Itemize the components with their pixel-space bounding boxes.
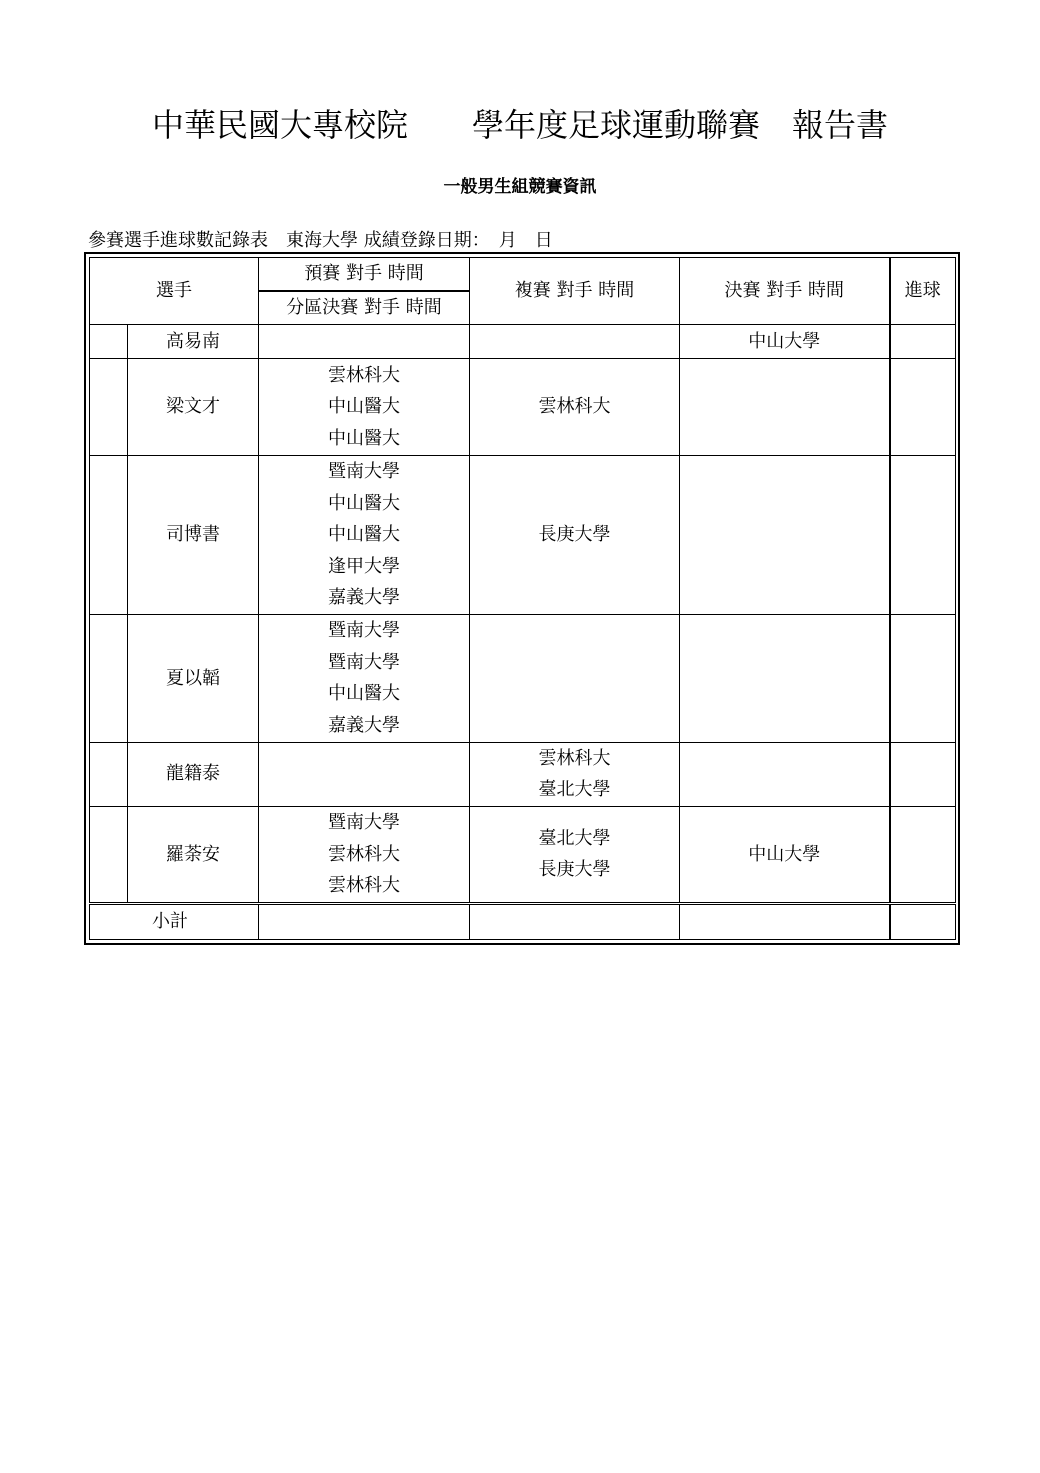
prelim-opponents-cell (259, 806, 470, 903)
semi-opponents-cell (470, 455, 680, 614)
final-opponents-cell (680, 806, 890, 903)
opponent-name: 雲林科大 (538, 747, 611, 769)
goals-cell (890, 615, 956, 743)
header-player: 選手 (90, 258, 259, 325)
semi-opponents-cell (470, 325, 680, 359)
opponent-name: 中山大學 (748, 843, 821, 865)
opponent-name: 長庚大學 (538, 859, 611, 881)
player-name: 龍籍泰 (128, 742, 259, 806)
semi-opponents-cell (470, 806, 680, 903)
opponent-name: 雲林科大 (328, 875, 400, 897)
opponent-name: 中山醫大 (328, 427, 400, 449)
goals-cell (890, 806, 956, 903)
header-semi: 複賽 對手 時間 (470, 258, 680, 325)
opponent-name: 嘉義大學 (328, 587, 400, 609)
player-name: 高易南 (128, 325, 259, 359)
prelim-opponents-cell (259, 742, 470, 806)
semi-opponents-cell (470, 359, 680, 455)
subtotal-label: 小計 (90, 903, 259, 939)
semi-opponents-cell (470, 615, 680, 743)
header-prelim: 預賽 對手 時間 (259, 258, 470, 291)
opponent-name: 臺北大學 (538, 779, 611, 801)
header-goals: 進球 (890, 258, 956, 325)
goal-record-table-frame (84, 252, 960, 945)
goals-cell (890, 359, 956, 455)
opponent-name: 暨南大學 (328, 461, 400, 483)
opponent-name: 中山大學 (748, 331, 821, 353)
opponent-name: 中山醫大 (328, 524, 400, 546)
prelim-opponents-cell (259, 325, 470, 359)
player-number-cell (90, 455, 128, 614)
player-number-cell (90, 806, 128, 903)
opponent-name: 暨南大學 (328, 651, 400, 673)
header-division-final: 分區決賽 對手 時間 (259, 291, 470, 325)
player-row (90, 742, 956, 806)
final-opponents-cell (680, 615, 890, 743)
opponent-name: 中山醫大 (328, 396, 400, 418)
prelim-opponents-cell (259, 615, 470, 743)
player-row (90, 325, 956, 359)
opponent-name: 嘉義大學 (328, 714, 400, 736)
opponent-name: 雲林科大 (328, 364, 400, 386)
player-row (90, 359, 956, 455)
prelim-opponents-cell (259, 359, 470, 455)
report-title: 中華民國大專校院 學年度足球運動聯賽 報告書 (151, 106, 888, 144)
subtotal-cell (259, 903, 470, 939)
subtotal-cell (470, 903, 680, 939)
opponent-name: 暨南大學 (328, 812, 400, 834)
final-opponents-cell (680, 455, 890, 614)
player-name: 夏以韜 (128, 615, 259, 743)
opponent-name: 逢甲大學 (328, 555, 400, 577)
opponent-name: 雲林科大 (538, 396, 611, 418)
player-name: 梁文才 (128, 359, 259, 455)
prelim-opponents-cell (259, 455, 470, 614)
opponent-name: 中山醫大 (328, 492, 400, 514)
final-opponents-cell (680, 359, 890, 455)
opponent-name: 長庚大學 (538, 524, 611, 546)
player-row (90, 615, 956, 743)
final-opponents-cell (680, 325, 890, 359)
semi-opponents-cell (470, 742, 680, 806)
division-subtitle: 一般男生組競賽資訊 (443, 177, 597, 197)
player-number-cell (90, 359, 128, 455)
player-name: 司博書 (128, 455, 259, 614)
subtotal-cell (890, 903, 956, 939)
goals-cell (890, 325, 956, 359)
player-number-cell (90, 325, 128, 359)
player-number-cell (90, 615, 128, 743)
goal-record-table (89, 257, 956, 940)
opponent-name: 雲林科大 (328, 843, 400, 865)
opponent-name: 臺北大學 (538, 827, 611, 849)
goals-cell (890, 742, 956, 806)
goals-cell (890, 455, 956, 614)
opponent-name: 暨南大學 (328, 620, 400, 642)
player-number-cell (90, 742, 128, 806)
player-row (90, 455, 956, 614)
player-row (90, 806, 956, 903)
final-opponents-cell (680, 742, 890, 806)
header-final: 決賽 對手 時間 (680, 258, 890, 325)
subtotal-row (90, 903, 956, 939)
subtotal-cell (680, 903, 890, 939)
record-info-line: 參賽選手進球數記錄表 東海大學 成績登錄日期： 月 日 (88, 230, 553, 251)
opponent-name: 中山醫大 (328, 683, 400, 705)
player-name: 羅荼安 (128, 806, 259, 903)
